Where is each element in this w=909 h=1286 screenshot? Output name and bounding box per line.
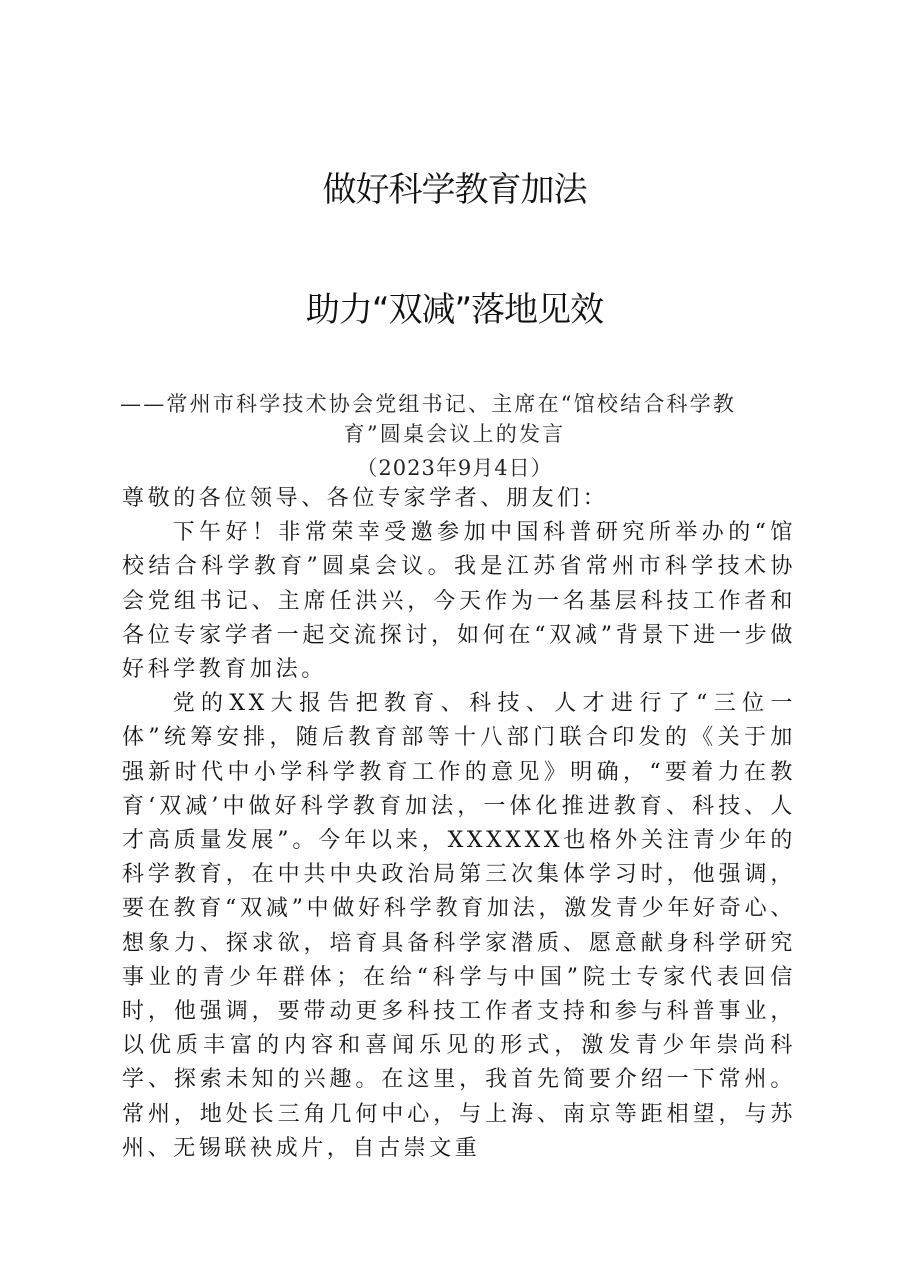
paragraph: 下午好！非常荣幸受邀参加中国科普研究所举办的“馆校结合科学教育”圆桌会议。我是江苏省常州市科学技术协会党组书记、主席任洪兴，今天作为一名基层科技工作者和各位专家学者一起交流探讨，如何在“双减”背景下进一步做好科学教育加法。 xyxy=(122,520,796,683)
paragraph: 党的XX大报告把教育、科技、人才进行了“三位一体”统筹安排，随后教育部等十八部门联合印发的《关于加强新时代中小学科学教育工作的意见》明确，“要着力在教育‘双减’中做好科学教育加法，一体化推进教育、科技、人才高质量发展”。今年以来，XXXXXX也格外关注青少年的科学教育，在中共中央政治局第三次集体学习时，他强调，要在教育“双减”中做好科学教育加法，激发青少年好奇心、想象力、探求欲，培育具备科学家潜质、愿意献身科学研究事业的青少年群体；在给“科学与中国”院士专家代表回信时，他强调，要带动更多科技工作者支持和参与科普事业，以优质丰富的内容和喜闻乐见的形式，激发青少年崇尚科学、探索未知的兴趣。在这里，我首先简要介绍一下常州。常州，地处长三角几何中心，与上海、南京等距相望，与苏州、无锡联袂成片，自古崇文重 xyxy=(122,691,796,1161)
subtitle-line2: 育”圆桌会议上的发言 xyxy=(343,422,566,446)
document-title-line2: 助力“双减”落地见效 xyxy=(305,290,604,330)
speech-date: （2023年9月4日） xyxy=(356,456,553,480)
salutation: 尊敬的各位领导、各位专家学者、朋友们： xyxy=(122,486,609,511)
subtitle-line1: ——常州市科学技术协会党组书记、主席在“馆校结合科学教 xyxy=(120,392,737,416)
speech-body xyxy=(122,482,796,1166)
document-title-line1: 做好科学教育加法 xyxy=(322,170,587,210)
